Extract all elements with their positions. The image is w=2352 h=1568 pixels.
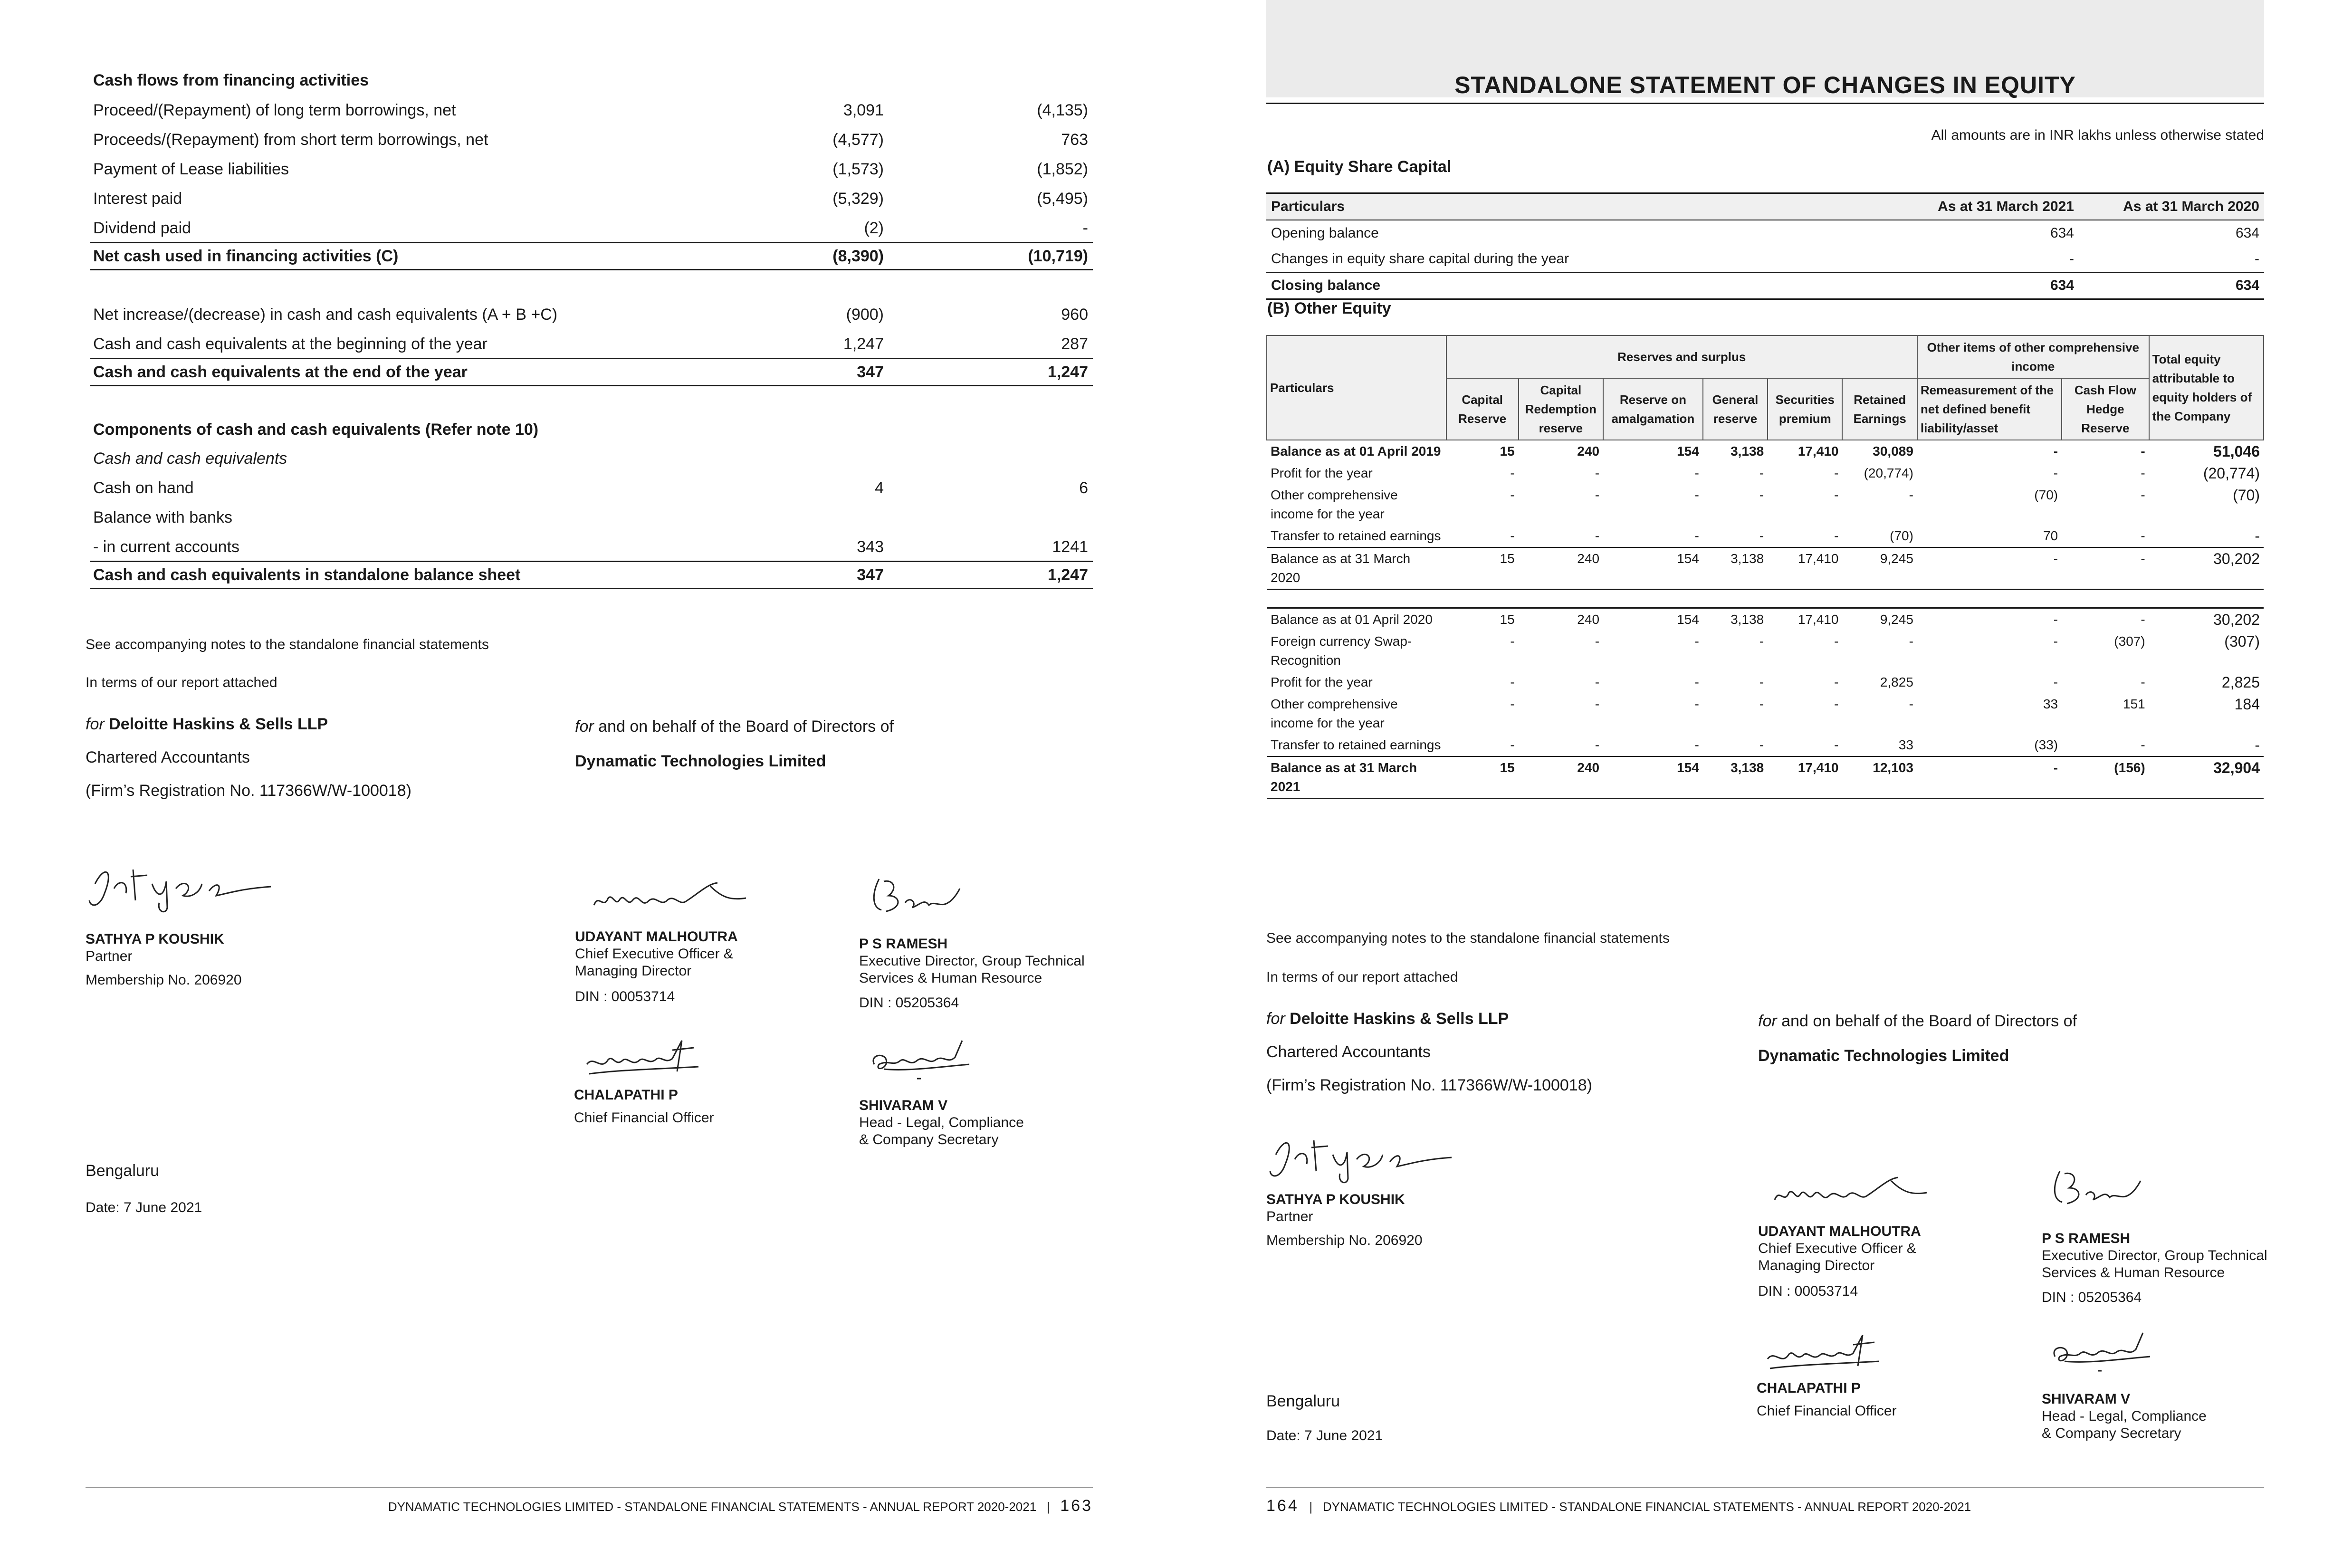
spacer-cell: [1267, 590, 2264, 608]
row-label: Balance as at 31 March 2020: [1267, 547, 1446, 590]
cell-value: 15: [1500, 612, 1515, 627]
cell-value: -: [2255, 736, 2260, 754]
table-row: [1267, 484, 2264, 525]
cashflow-row: [90, 302, 1093, 331]
cell-value: -: [2141, 737, 2145, 752]
cell-value: -: [1510, 488, 1515, 502]
cell-value: (70): [2233, 487, 2260, 504]
cell-value: 15: [1446, 756, 1519, 799]
auditor-registration: (Firm’s Registration No. 117366W/W-100018): [1266, 1076, 1592, 1094]
table-row: [1267, 631, 2264, 671]
cashflow-row: [90, 97, 1093, 127]
row-label: Net cash used in financing activities (C): [93, 247, 399, 265]
previous-year-value: 763: [1061, 131, 1088, 149]
cell-value: 3,138: [1703, 440, 1768, 462]
cell-value: -: [1834, 675, 1839, 689]
right-page: [1176, 0, 2352, 1568]
row-label: Proceeds/(Repayment) from short term borrowings, net: [93, 131, 488, 149]
partner-name: SATHYA P KOUSHIK: [1266, 1192, 1405, 1207]
cell-value: -: [2062, 440, 2149, 462]
cell-value: 154: [1677, 612, 1699, 627]
current-year-value: 347: [857, 363, 884, 381]
row-label: Cash and cash equivalents in standalone balance sheet: [93, 566, 521, 584]
cell-value: -: [1694, 675, 1699, 689]
footer-text: DYNAMATIC TECHNOLOGIES LIMITED - STANDALONE FINANCIAL STATEMENTS - ANNUAL REPORT 2020-2021: [1322, 1500, 1971, 1514]
cell-value: -: [1909, 488, 1913, 502]
cell-value: -: [1917, 547, 2062, 590]
cell-value: -: [1694, 737, 1699, 752]
cs-role-line2: & Company Secretary: [2042, 1425, 2181, 1441]
table-row: [1267, 525, 2264, 547]
board-text: [575, 717, 894, 736]
section-a-heading: (A) Equity Share Capital: [1267, 158, 1452, 176]
group-header: Reserves and surplus: [1446, 335, 1917, 378]
current-year-value: 1,247: [843, 335, 884, 353]
cell-value: -: [2141, 612, 2145, 627]
ed-role-line1: Executive Director, Group Technical: [2042, 1248, 2267, 1263]
cell-value: 15: [1446, 440, 1519, 462]
column-header: General reserve: [1703, 378, 1768, 440]
cell-value: -: [2079, 246, 2264, 272]
row-label: Payment of Lease liabilities: [93, 160, 289, 178]
report-reference: In terms of our report attached: [86, 675, 277, 690]
column-header: Retained Earnings: [1842, 378, 1917, 440]
cell-value: -: [1694, 528, 1699, 543]
previous-year-value: 960: [1061, 306, 1088, 324]
ed-name: P S RAMESH: [2042, 1231, 2131, 1246]
cell-value: -: [1510, 697, 1515, 711]
auditor-designation: Chartered Accountants: [1266, 1043, 1431, 1061]
column-header: Particulars: [1266, 193, 1893, 220]
cell-value: 3,138: [1703, 756, 1768, 799]
cell-value: -: [1595, 675, 1600, 689]
table-header-row: [1267, 335, 2264, 378]
row-label: Balance as at 01 April 2019: [1267, 440, 1446, 462]
previous-year-value: 6: [1079, 479, 1088, 497]
cell-value: -: [2053, 634, 2058, 649]
cell-value: 17,410: [1797, 612, 1839, 627]
row-label: Transfer to retained earnings: [1271, 528, 1441, 543]
column-header: Cash Flow Hedge Reserve: [2062, 378, 2149, 440]
place: Bengaluru: [86, 1162, 160, 1180]
board-line: and on behalf of the Board of Directors of: [598, 717, 894, 736]
cell-value: -: [1759, 528, 1764, 543]
cell-value: 3,138: [1731, 612, 1764, 627]
cell-value: 33: [2043, 697, 2058, 711]
cell-value: 9,245: [1842, 547, 1917, 590]
cs-role-line1: Head - Legal, Compliance: [859, 1115, 1024, 1130]
table-row: [1266, 246, 2264, 272]
column-header: Particulars: [1267, 335, 1446, 440]
cell-value: -: [1595, 634, 1600, 649]
row-label: Other comprehensive income for the year: [1271, 488, 1398, 521]
current-year-value: (900): [846, 306, 884, 324]
board-prefix: for: [575, 717, 594, 736]
footer-separator: |: [1309, 1500, 1313, 1514]
cell-value: -: [2053, 675, 2058, 689]
signature-chalapathi: [1760, 1321, 1903, 1378]
column-header: Remeasurement of the net defined benefit liability/asset: [1917, 378, 2062, 440]
current-year-value: (1,573): [832, 160, 884, 178]
column-header: Total equity attributable to equity holders of the Company: [2149, 335, 2264, 440]
cs-name: SHIVARAM V: [2042, 1391, 2131, 1407]
row-label: Other comprehensive income for the year: [1271, 697, 1398, 730]
cs-name: SHIVARAM V: [859, 1098, 948, 1113]
signature-sathya: [1266, 1126, 1456, 1188]
cell-value: -: [1694, 634, 1699, 649]
table-row: [1267, 671, 2264, 693]
cell-value: 154: [1603, 440, 1703, 462]
row-label: Changes in equity share capital during the year: [1266, 246, 1893, 272]
cell-value: 151: [2123, 697, 2145, 711]
previous-year-value: (5,495): [1037, 190, 1088, 208]
column-header: Securities premium: [1768, 378, 1842, 440]
cell-value: 30,089: [1842, 440, 1917, 462]
page-number: 163: [1060, 1497, 1093, 1515]
row-label: Proceed/(Repayment) of long term borrowings, net: [93, 101, 456, 119]
section-b-heading: (B) Other Equity: [1267, 299, 1391, 317]
cell-value: 33: [1898, 737, 1913, 752]
cashflow-row: [90, 215, 1093, 243]
cell-value: -: [1834, 466, 1839, 480]
cell-value: -: [1834, 528, 1839, 543]
footer-divider: [1266, 1487, 2264, 1488]
table-row: [1267, 440, 2264, 462]
cell-value: 240: [1519, 756, 1603, 799]
cell-value: -: [1909, 697, 1913, 711]
cell-value: 9,245: [1880, 612, 1913, 627]
current-year-value: (5,329): [832, 190, 884, 208]
table-row: [1266, 272, 2264, 299]
cell-value: (307): [2114, 634, 2145, 649]
signature-chalapathi: [580, 1026, 722, 1083]
title-divider: [1266, 103, 2264, 104]
row-label: - in current accounts: [93, 538, 240, 556]
auditor-firm-name: Deloitte Haskins & Sells LLP: [1290, 1010, 1509, 1028]
row-label: Cash and cash equivalents at the beginning of the year: [93, 335, 488, 353]
column-header: Capital Redemption reserve: [1519, 378, 1603, 440]
cfo-role: Chief Financial Officer: [574, 1110, 714, 1126]
ceo-din: DIN : 00053714: [575, 989, 675, 1004]
cfo-name: CHALAPATHI P: [1757, 1380, 1861, 1396]
partner-membership: Membership No. 206920: [1266, 1233, 1423, 1248]
cell-value: -: [1834, 488, 1839, 502]
cell-value: -: [1917, 440, 2062, 462]
auditor-firm: [86, 715, 328, 734]
row-label: Interest paid: [93, 190, 182, 208]
partner-role: Partner: [86, 948, 133, 964]
cell-value: -: [2141, 488, 2145, 502]
notes-reference: See accompanying notes to the standalone financial statements: [1266, 930, 1670, 946]
previous-year-value: -: [1082, 219, 1088, 237]
other-equity-body: [1267, 440, 2264, 799]
cfo-role: Chief Financial Officer: [1757, 1403, 1897, 1419]
table-row: [1267, 608, 2264, 631]
cell-value: -: [2141, 466, 2145, 480]
cell-value: (33): [2034, 737, 2058, 752]
ed-din: DIN : 05205364: [859, 995, 959, 1011]
table-row: [1267, 462, 2264, 484]
current-year-value: 3,091: [843, 101, 884, 119]
cell-value: -: [2141, 675, 2145, 689]
ceo-role-line2: Managing Director: [575, 963, 692, 979]
row-label: Cash on hand: [93, 479, 194, 497]
table-header-row: [1266, 193, 2264, 220]
page-number: 164: [1266, 1497, 1299, 1515]
cell-value: 240: [1519, 547, 1603, 590]
row-label: Closing balance: [1266, 272, 1893, 299]
ceo-role-line1: Chief Executive Officer &: [1758, 1241, 1916, 1256]
cell-value: 51,046: [2149, 440, 2264, 462]
ceo-role-line1: Chief Executive Officer &: [575, 946, 733, 962]
components-subheading: Cash and cash equivalents: [93, 449, 287, 468]
cs-role-line1: Head - Legal, Compliance: [2042, 1408, 2207, 1424]
board-text: [1758, 1012, 2077, 1031]
cfo-name: CHALAPATHI P: [574, 1087, 678, 1103]
cell-value: (20,774): [1864, 466, 1913, 480]
auditor-firm-name: Deloitte Haskins & Sells LLP: [109, 715, 328, 733]
signature-udayant: [1770, 1159, 1931, 1212]
cell-value: -: [2141, 528, 2145, 543]
footer-text: DYNAMATIC TECHNOLOGIES LIMITED - STANDALONE FINANCIAL STATEMENTS - ANNUAL REPORT 2020-2021: [388, 1500, 1037, 1514]
spacer-row: [1267, 590, 2264, 608]
cell-value: -: [1834, 697, 1839, 711]
ed-role-line2: Services & Human Resource: [2042, 1265, 2225, 1281]
cell-value: 154: [1603, 547, 1703, 590]
auditor-designation: Chartered Accountants: [86, 748, 250, 766]
row-label: Profit for the year: [1271, 466, 1373, 480]
auditor-prefix: for: [1266, 1010, 1285, 1028]
previous-year-value: 1,247: [1047, 566, 1088, 584]
report-reference: In terms of our report attached: [1266, 969, 1458, 985]
ceo-name: UDAYANT MALHOUTRA: [575, 929, 738, 945]
cell-value: (70): [1890, 528, 1913, 543]
row-label: Cash and cash equivalents at the end of the year: [93, 363, 468, 381]
cell-value: 17,410: [1768, 756, 1842, 799]
cell-value: -: [1893, 246, 2079, 272]
cashflow-row: [90, 475, 1093, 505]
cashflow-row: [90, 127, 1093, 156]
cell-value: -: [2053, 466, 2058, 480]
row-label: Opening balance: [1271, 225, 1379, 241]
partner-name: SATHYA P KOUSHIK: [86, 931, 224, 947]
amount-note: All amounts are in INR lakhs unless otherwise stated: [1931, 127, 2264, 143]
signature-sathya: [86, 855, 276, 917]
cell-value: 2,825: [1880, 675, 1913, 689]
cell-value: -: [1909, 634, 1913, 649]
cell-value: 240: [1519, 440, 1603, 462]
cell-value: -: [1595, 528, 1600, 543]
footer: [1266, 1497, 1971, 1515]
ed-name: P S RAMESH: [859, 936, 948, 952]
current-year-value: 347: [857, 566, 884, 584]
cashflow-total-row: [90, 359, 1093, 386]
cashflow-total-row: [90, 243, 1093, 270]
equity-share-capital-table: [1266, 192, 2264, 300]
auditor-registration: (Firm’s Registration No. 117366W/W-100018): [86, 782, 411, 800]
cashflow-row: [90, 331, 1093, 359]
cell-value: 15: [1446, 547, 1519, 590]
cell-value: -: [1834, 737, 1839, 752]
row-label: Net increase/(decrease) in cash and cash equivalents (A + B +C): [93, 306, 558, 324]
table-row: [1267, 547, 2264, 590]
cell-value: 17,410: [1768, 547, 1842, 590]
board-company: Dynamatic Technologies Limited: [575, 752, 826, 770]
cell-value: 70: [2043, 528, 2058, 543]
signature-ramesh: [865, 870, 969, 927]
cell-value: 32,904: [2149, 756, 2264, 799]
cashflow-row: [90, 186, 1093, 215]
cell-value: -: [1595, 737, 1600, 752]
components-heading: Components of cash and cash equivalents (Refer note 10): [93, 421, 539, 439]
ceo-name: UDAYANT MALHOUTRA: [1758, 1224, 1921, 1239]
cell-value: -: [1759, 675, 1764, 689]
row-label: Balance as at 31 March 2021: [1267, 756, 1446, 799]
date: Date: 7 June 2021: [1266, 1428, 1383, 1444]
current-year-value: (8,390): [832, 247, 884, 265]
board-prefix: for: [1758, 1012, 1777, 1030]
board-line: and on behalf of the Board of Directors of: [1781, 1012, 2077, 1030]
cell-value: -: [1759, 697, 1764, 711]
ed-role-line2: Services & Human Resource: [859, 970, 1042, 986]
cell-value: 184: [2234, 696, 2260, 713]
column-header: As at 31 March 2021: [1893, 193, 2079, 220]
cell-value: -: [1510, 737, 1515, 752]
balance-with-banks-label: Balance with banks: [93, 508, 232, 526]
current-year-value: 4: [875, 479, 884, 497]
board-company: Dynamatic Technologies Limited: [1758, 1047, 2009, 1065]
current-year-value: (4,577): [832, 131, 884, 149]
previous-year-value: 1,247: [1047, 363, 1088, 381]
footer-divider: [86, 1487, 1093, 1488]
cell-value: 12,103: [1842, 756, 1917, 799]
cell-value: 240: [1577, 612, 1600, 627]
cell-value: (20,774): [2203, 465, 2260, 482]
cashflow-total-row: [90, 562, 1093, 589]
cell-value: -: [1510, 528, 1515, 543]
row-label: Foreign currency Swap- Recognition: [1271, 634, 1412, 668]
cell-value: -: [1694, 488, 1699, 502]
auditor-prefix: for: [86, 715, 105, 733]
cell-value: -: [1510, 634, 1515, 649]
ed-din: DIN : 05205364: [2042, 1290, 2142, 1305]
place: Bengaluru: [1266, 1392, 1340, 1410]
previous-year-value: (10,719): [1028, 247, 1088, 265]
current-year-value: 343: [857, 538, 884, 556]
cell-value: -: [1510, 466, 1515, 480]
row-label: Dividend paid: [93, 219, 191, 237]
cell-value: 634: [2050, 225, 2074, 241]
previous-year-value: 287: [1061, 335, 1088, 353]
table-row: [1266, 220, 2264, 246]
auditor-firm: [1266, 1010, 1509, 1028]
group-header: Other items of other comprehensive income: [1917, 335, 2149, 378]
ceo-din: DIN : 00053714: [1758, 1283, 1858, 1299]
cell-value: 2,825: [2221, 674, 2260, 691]
row-label: Profit for the year: [1271, 675, 1373, 689]
cashflow-row: [90, 156, 1093, 186]
cell-value: -: [1917, 756, 2062, 799]
cell-value: (70): [2034, 488, 2058, 502]
previous-year-value: 1241: [1052, 538, 1088, 556]
table-row: [1267, 756, 2264, 799]
cell-value: -: [1595, 697, 1600, 711]
column-header: As at 31 March 2020: [2079, 193, 2264, 220]
cell-value: -: [1759, 737, 1764, 752]
cell-value: (156): [2062, 756, 2149, 799]
row-label: Balance as at 01 April 2020: [1271, 612, 1433, 627]
other-equity-table: [1266, 335, 2264, 799]
notes-reference: See accompanying notes to the standalone financial statements: [86, 637, 489, 652]
cell-value: -: [1694, 697, 1699, 711]
current-year-value: (2): [864, 219, 884, 237]
cell-value: -: [2053, 612, 2058, 627]
page-title: STANDALONE STATEMENT OF CHANGES IN EQUITY: [1454, 72, 2076, 98]
cell-value: 30,202: [2149, 547, 2264, 590]
cell-value: -: [1510, 675, 1515, 689]
cell-value: -: [1694, 466, 1699, 480]
partner-membership: Membership No. 206920: [86, 972, 242, 988]
previous-year-value: (1,852): [1037, 160, 1088, 178]
table-row: [1267, 693, 2264, 734]
cell-value: -: [1595, 488, 1600, 502]
cell-value: -: [1595, 466, 1600, 480]
cell-value: 154: [1603, 756, 1703, 799]
cs-role-line2: & Company Secretary: [859, 1132, 999, 1147]
cell-value: -: [1759, 488, 1764, 502]
cell-value: 634: [2079, 272, 2264, 299]
column-header: Capital Reserve: [1446, 378, 1519, 440]
cashflow-row: [90, 534, 1093, 562]
cell-value: -: [2255, 527, 2260, 545]
signature-ramesh: [2046, 1162, 2150, 1219]
date: Date: 7 June 2021: [86, 1200, 202, 1215]
cell-value: -: [1834, 634, 1839, 649]
signature-shivaram: [2046, 1323, 2164, 1380]
cell-value: 634: [2235, 225, 2259, 241]
footer-separator: |: [1046, 1500, 1050, 1514]
financing-heading: Cash flows from financing activities: [93, 71, 369, 89]
signature-udayant: [589, 865, 751, 917]
cell-value: 17,410: [1768, 440, 1842, 462]
footer: [388, 1497, 1093, 1515]
cell-value: 634: [1893, 272, 2079, 299]
partner-role: Partner: [1266, 1209, 1313, 1224]
column-header: Reserve on amalgamation: [1603, 378, 1703, 440]
cell-value: -: [2062, 547, 2149, 590]
cell-value: 3,138: [1703, 547, 1768, 590]
signature-shivaram: [865, 1031, 984, 1088]
ceo-role-line2: Managing Director: [1758, 1258, 1875, 1273]
cell-value: (307): [2224, 633, 2260, 650]
cell-value: -: [1759, 466, 1764, 480]
cell-value: -: [1759, 634, 1764, 649]
cell-value: 30,202: [2213, 611, 2260, 628]
ed-role-line1: Executive Director, Group Technical: [859, 953, 1085, 969]
row-label: Transfer to retained earnings: [1271, 737, 1441, 752]
previous-year-value: (4,135): [1037, 101, 1088, 119]
table-row: [1267, 734, 2264, 756]
